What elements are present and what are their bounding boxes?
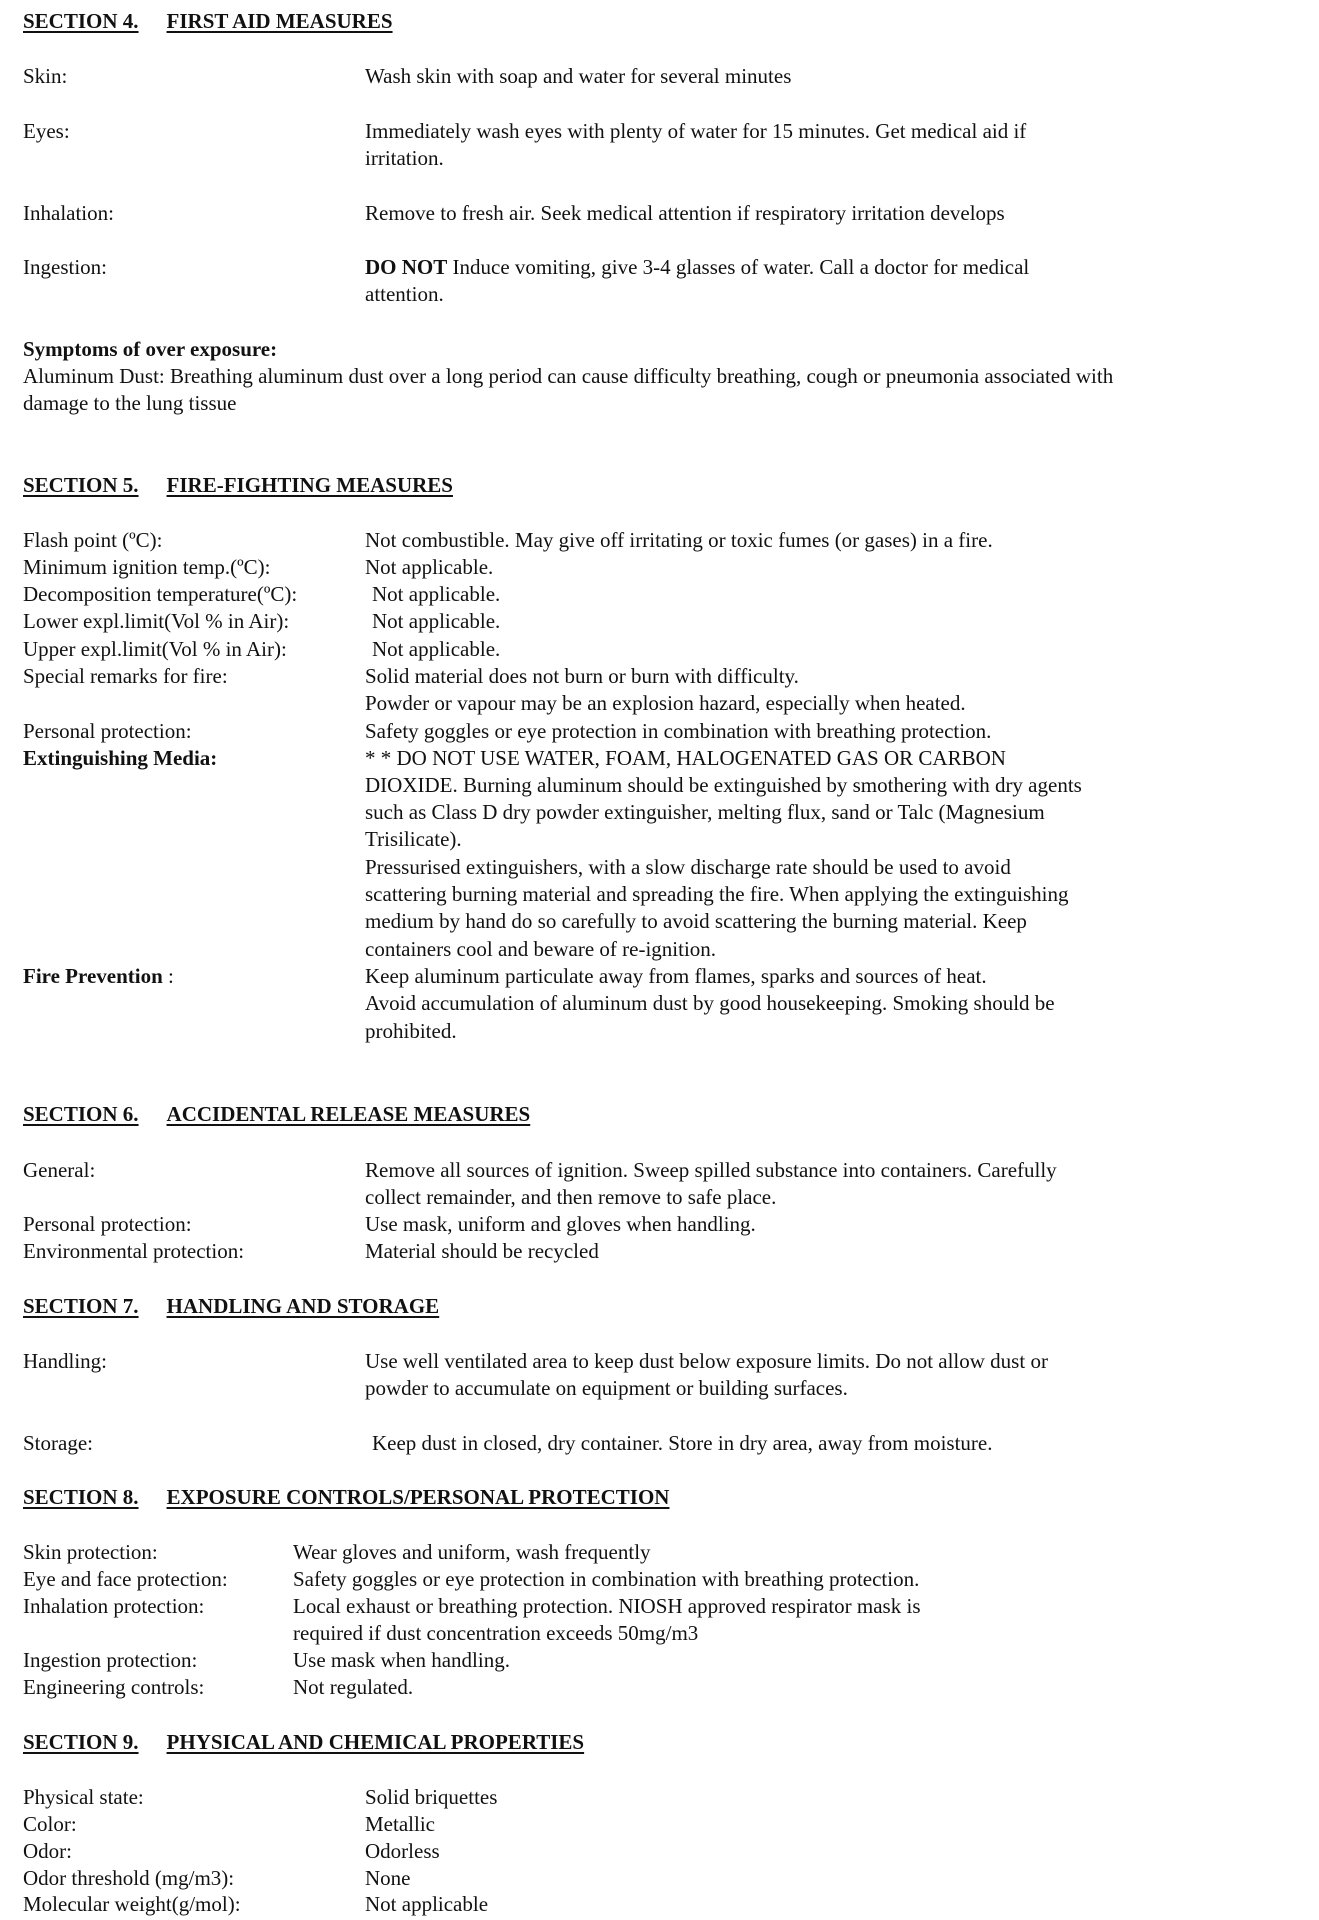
field-label: Eyes: (23, 119, 70, 143)
field-value: attention. (365, 282, 444, 306)
section-number: SECTION 9. (23, 1730, 139, 1754)
field-label: Personal protection: (23, 1212, 192, 1236)
field-label: Physical state: (23, 1785, 144, 1809)
section-8-heading (23, 1484, 669, 1511)
field-value: Not regulated. (293, 1675, 414, 1699)
field-label: Environmental protection: (23, 1239, 245, 1263)
field-value: Keep dust in closed, dry container. Store in dry area, away from moisture. (372, 1431, 993, 1455)
field-value: Immediately wash eyes with plenty of water for 15 minutes. Get medical aid if (365, 119, 1027, 143)
field-value: Local exhaust or breathing protection. NIOSH approved respirator mask is (293, 1594, 921, 1618)
field-label: Eye and face protection: (23, 1567, 228, 1591)
field-value: Use mask, uniform and gloves when handling. (365, 1212, 756, 1236)
field-value: Safety goggles or eye protection in combination with breathing protection. (365, 719, 992, 743)
field-label-text: Fire Prevention (23, 964, 163, 988)
field-label: Skin: (23, 64, 68, 88)
field-label: General: (23, 1158, 96, 1182)
field-label: Ingestion protection: (23, 1648, 198, 1672)
field-value: irritation. (365, 146, 444, 170)
section-number: SECTION 7. (23, 1294, 139, 1318)
field-value: Not applicable. (372, 637, 501, 661)
section-4-heading (23, 8, 393, 35)
field-value: Not applicable. (365, 555, 494, 579)
section-title: FIRE-FIGHTING MEASURES (166, 473, 453, 497)
field-label: Skin protection: (23, 1540, 158, 1564)
field-value: DIOXIDE. Burning aluminum should be extinguished by smothering with dry agents (365, 773, 1082, 797)
field-value: Use mask when handling. (293, 1648, 510, 1672)
field-value: prohibited. (365, 1019, 457, 1043)
symptoms-text: Aluminum Dust: Breathing aluminum dust over a long period can cause difficulty breathing, cough or pneumonia associated with (23, 364, 1114, 388)
field-value: Material should be recycled (365, 1239, 599, 1263)
section-number: SECTION 6. (23, 1102, 139, 1126)
section-title: HANDLING AND STORAGE (166, 1294, 440, 1318)
field-value: Not combustible. May give off irritating or toxic fumes (or gases) in a fire. (365, 528, 993, 552)
field-label: Lower expl.limit(Vol % in Air): (23, 609, 290, 633)
field-value: Odorless (365, 1839, 440, 1863)
section-number: SECTION 5. (23, 473, 139, 497)
field-value: Solid briquettes (365, 1785, 498, 1809)
field-value: Metallic (365, 1812, 435, 1836)
warning-emphasis: DO NOT (365, 255, 448, 279)
field-value: None (365, 1866, 411, 1890)
field-label: Handling: (23, 1349, 107, 1373)
field-value: Not applicable. (372, 582, 501, 606)
field-value: Not applicable (365, 1892, 489, 1916)
section-5-heading (23, 472, 453, 499)
section-title: ACCIDENTAL RELEASE MEASURES (166, 1102, 531, 1126)
field-label: Decomposition temperature(ºC): (23, 582, 298, 606)
field-label: Extinguishing Media: (23, 746, 218, 770)
section-7-heading (23, 1293, 439, 1320)
field-value: Trisilicate). (365, 827, 462, 851)
section-9-heading (23, 1729, 584, 1756)
field-value: Keep aluminum particulate away from flames, sparks and sources of heat. (365, 964, 987, 988)
field-value: scattering burning material and spreading the fire. When applying the extinguishing (365, 882, 1069, 906)
section-title: EXPOSURE CONTROLS/PERSONAL PROTECTION (166, 1485, 670, 1509)
field-label: Engineering controls: (23, 1675, 205, 1699)
symptoms-text: damage to the lung tissue (23, 391, 237, 415)
field-value: Remove to fresh air. Seek medical attention if respiratory irritation develops (365, 201, 1005, 225)
field-label-colon: : (162, 964, 174, 988)
field-value: Safety goggles or eye protection in combination with breathing protection. (293, 1567, 920, 1591)
field-value: collect remainder, and then remove to safe place. (365, 1185, 777, 1209)
field-value: Pressurised extinguishers, with a slow discharge rate should be used to avoid (365, 855, 1011, 879)
section-title: PHYSICAL AND CHEMICAL PROPERTIES (166, 1730, 585, 1754)
section-6-heading (23, 1101, 530, 1128)
field-label: Color: (23, 1812, 77, 1836)
field-value: Use well ventilated area to keep dust below exposure limits. Do not allow dust or (365, 1349, 1048, 1373)
field-value: such as Class D dry powder extinguisher, melting flux, sand or Talc (Magnesium (365, 800, 1045, 824)
field-value: required if dust concentration exceeds 50mg/m3 (293, 1621, 699, 1645)
symptoms-heading: Symptoms of over exposure: (23, 337, 278, 361)
field-value: Solid material does not burn or burn with difficulty. (365, 664, 799, 688)
field-label: Odor threshold (mg/m3): (23, 1866, 235, 1890)
field-label: Upper expl.limit(Vol % in Air): (23, 637, 287, 661)
field-value: containers cool and beware of re-ignition. (365, 937, 717, 961)
field-value: Avoid accumulation of aluminum dust by good housekeeping. Smoking should be (365, 991, 1055, 1015)
field-label (23, 963, 174, 990)
field-label: Odor: (23, 1839, 72, 1863)
field-label: Inhalation protection: (23, 1594, 205, 1618)
field-value: * * DO NOT USE WATER, FOAM, HALOGENATED GAS OR CARBON (365, 746, 1006, 770)
field-value: Remove all sources of ignition. Sweep spilled substance into containers. Carefully (365, 1158, 1057, 1182)
field-value-text: Induce vomiting, give 3-4 glasses of water. Call a doctor for medical (447, 255, 1030, 279)
field-value: Not applicable. (372, 609, 501, 633)
field-label: Flash point (ºC): (23, 528, 163, 552)
field-label: Ingestion: (23, 255, 107, 279)
field-value: Wash skin with soap and water for several minutes (365, 64, 792, 88)
field-value: Wear gloves and uniform, wash frequently (293, 1540, 651, 1564)
field-value: Powder or vapour may be an explosion hazard, especially when heated. (365, 691, 966, 715)
field-label: Special remarks for fire: (23, 664, 228, 688)
field-label: Personal protection: (23, 719, 192, 743)
field-label: Inhalation: (23, 201, 114, 225)
field-label: Storage: (23, 1431, 93, 1455)
field-label: Molecular weight(g/mol): (23, 1892, 241, 1916)
field-value: medium by hand do so carefully to avoid scattering the burning material. Keep (365, 909, 1027, 933)
field-value: powder to accumulate on equipment or building surfaces. (365, 1376, 848, 1400)
field-value (365, 254, 1029, 281)
section-title: FIRST AID MEASURES (166, 9, 393, 33)
field-label: Minimum ignition temp.(ºC): (23, 555, 271, 579)
section-number: SECTION 4. (23, 9, 139, 33)
section-number: SECTION 8. (23, 1485, 139, 1509)
